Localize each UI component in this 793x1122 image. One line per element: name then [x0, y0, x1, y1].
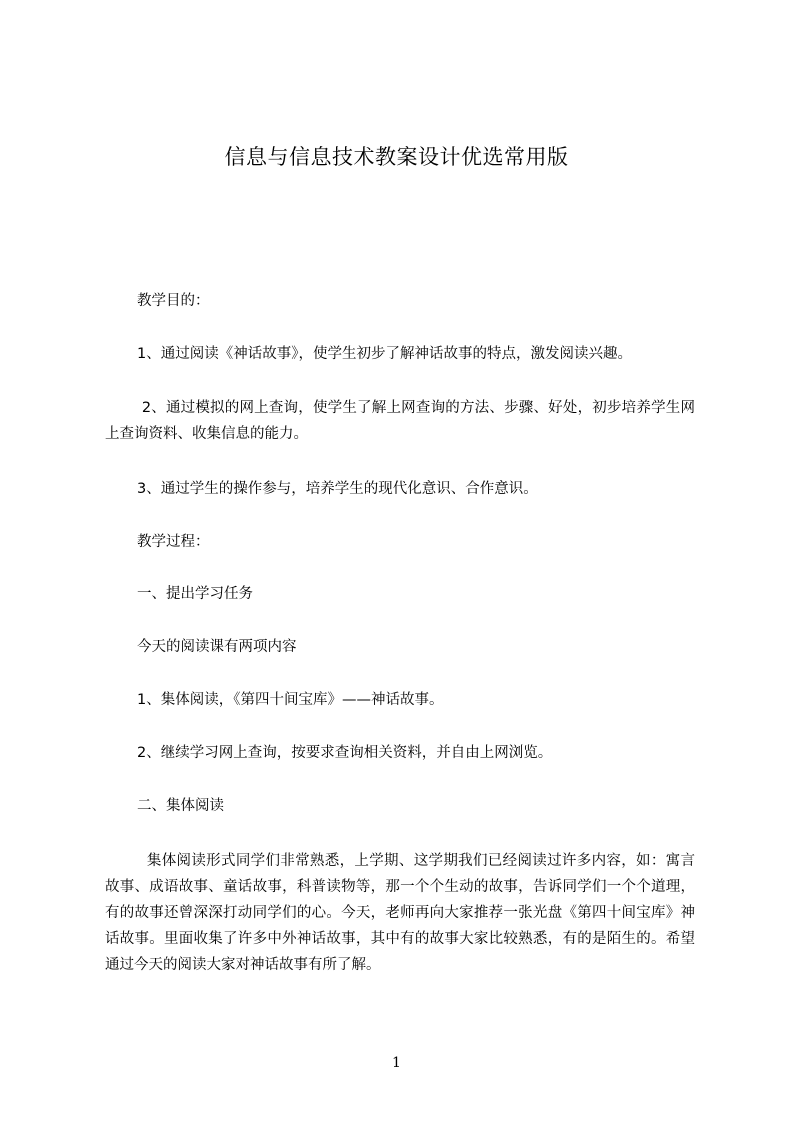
paragraph-section-2-heading: 二、集体阅读	[137, 798, 224, 814]
paragraph-goal-1: 1、通过阅读《神话故事》，使学生初步了解神话故事的特点，激发阅读兴趣。	[137, 346, 632, 362]
paragraph-task-2: 2、继续学习网上查询，按要求查询相关资料，并自由上网浏览。	[137, 745, 553, 761]
document-title: 信息与信息技术教案设计优选常用版	[224, 145, 569, 169]
paragraph-task-1: 1、集体阅读，《第四十间宝库》——神话故事。	[137, 692, 444, 708]
paragraph-teaching-process-heading: 教学过程：	[137, 534, 210, 550]
paragraph-section-1-heading: 一、提出学习任务	[137, 586, 253, 602]
paragraph-goal-3: 3、通过学生的操作参与，培养学生的现代化意识、合作意识。	[137, 481, 538, 497]
paragraph-group-reading: 集体阅读形式同学们非常熟悉，上学期、这学期我们已经阅读过许多内容，如：寓言故事、成语故事、童话故事，科普读物等，那一个个生动的故事，告诉同学们一个个道理，有的故事还曾深深打动同学们的心。今天，老师再向大家推荐一张光盘《第四十间宝库》神话故事。里面收集了许多中外神话故事，其中有的故事大家比较熟悉，有的是陌生的。希望通过今天的阅读大家对神话故事有所了解。	[105, 853, 696, 973]
paragraph-goal-2: 2、通过模拟的网上查询，使学生了解上网查询的方法、步骤、好处，初步培养学生网上查询资料、收集信息的能力。	[105, 400, 695, 442]
paragraph-today-content: 今天的阅读课有两项内容	[137, 639, 297, 655]
page-number: 1	[392, 1055, 401, 1071]
paragraph-teaching-goals-heading: 教学目的：	[137, 293, 210, 309]
